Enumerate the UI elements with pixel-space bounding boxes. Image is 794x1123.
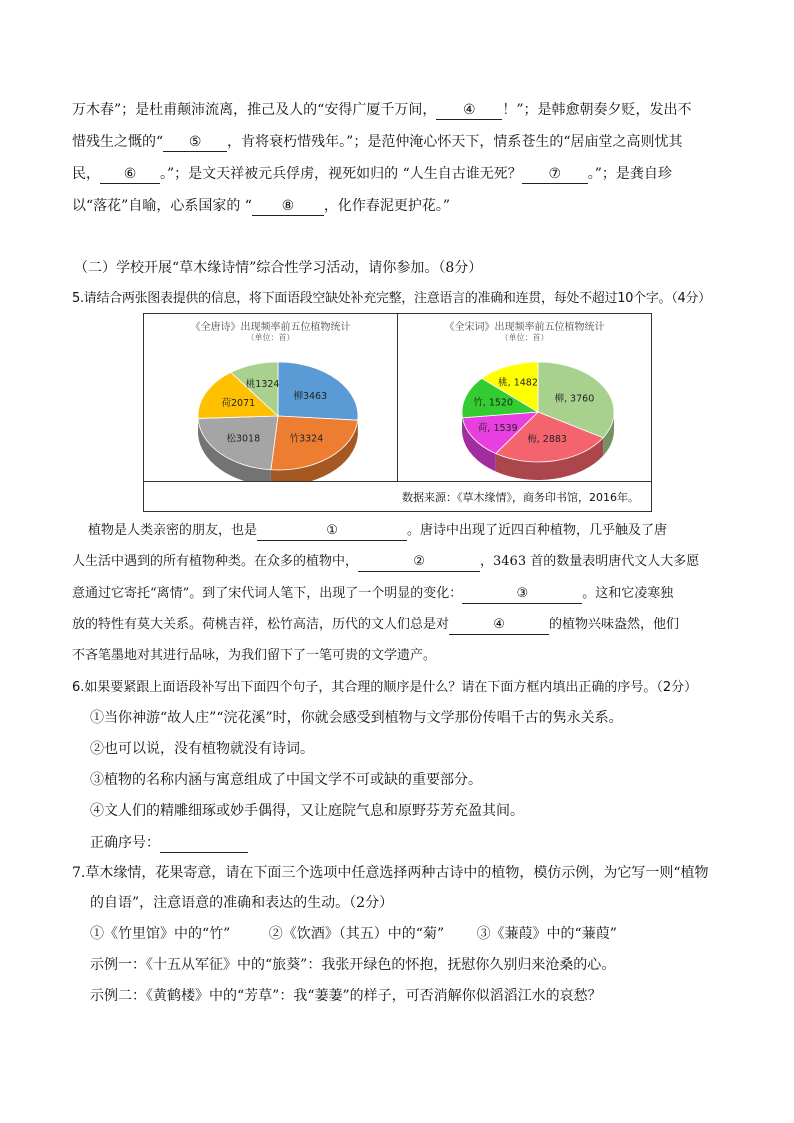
blank-number: ⑦	[548, 166, 562, 182]
blank-2[interactable]	[358, 553, 480, 572]
sentence-2: ②也可以说，没有植物就没有诗词。	[90, 741, 314, 757]
text: 以“落花”自喻，心系国家的 “	[72, 198, 252, 214]
sentence-4: ④文人们的精雕细琢或妙手偶得，又让庭院气息和原野芬芳充盈其间。	[90, 803, 524, 819]
option-3: ③《蒹葭》中的“蒹葭”	[476, 926, 617, 942]
text: 。唐诗中出现了近四百种植物，几乎触及了唐	[407, 523, 668, 538]
pie-label: 桃, 1482	[498, 377, 538, 389]
blank-number: ②	[413, 554, 425, 569]
text: 。”；是文天祥被元兵俘虏，视死如归的 “人生自古谁无死？	[160, 166, 522, 182]
pie-label: 竹, 1520	[473, 397, 514, 409]
text: 意通过它寄托“离情”。到了宋代词人笔下，出现了一个明显的变化：	[72, 586, 463, 601]
q5-line-5: 不吝笔墨地对其进行品咏，为我们留下了一笔可贵的文学遗产。	[72, 648, 437, 663]
option-2: ②《饮酒》（其五）中的“菊”	[268, 926, 445, 942]
chart-panel-tang	[144, 314, 397, 481]
blank-4[interactable]	[449, 616, 549, 635]
blank-number: ⑧	[281, 198, 295, 214]
blank-7[interactable]	[522, 165, 588, 184]
pie-label: 柳, 3760	[554, 393, 595, 405]
question-7-prompt-line-2: 的自语”，注意语意的准确和表达的生动。（2分）	[90, 895, 394, 911]
text: ，肯将衰朽惜残年。”；是范仲淹心怀天下，情系苍生的“居庙堂之高则忧其	[227, 134, 683, 150]
q5-line-3	[72, 584, 673, 604]
chart-panel-song	[398, 314, 651, 481]
answer-label: 正确序号：	[90, 835, 160, 851]
blank-number: ④	[463, 102, 476, 118]
poem-line-3	[72, 164, 672, 184]
text: 惜残生之慨的“	[72, 134, 164, 150]
chart-title: 《全宋词》出现频率前五位植物统计	[444, 322, 605, 333]
question-7-prompt-line-1: 7.草木缘情，花果寄意，请在下面三个选项中任意选择两种古诗中的植物，模仿示例，为它写一则“植物	[72, 865, 709, 881]
chart-unit: （单位：首）	[500, 333, 549, 342]
pie-label: 柳3463	[293, 390, 328, 402]
text: 。这和它凌寒独	[582, 586, 674, 601]
q5-line-2	[72, 552, 699, 572]
text: 植物是人类亲密的朋友，也是	[88, 523, 258, 538]
pie-label: 荷2071	[221, 398, 256, 410]
blank-number: ④	[493, 617, 505, 632]
blank-1[interactable]	[257, 522, 407, 541]
poem-line-4	[72, 196, 450, 216]
text: 的植物兴味盎然，他们	[549, 617, 680, 632]
poem-line-1	[72, 100, 692, 120]
pie-label: 桃1324	[245, 379, 280, 391]
question-5-prompt: 5.请结合两张图表提供的信息，将下面语段空缺处补充完整，注意语言的准确和连贯，每处不超过10个字。（4分）	[72, 291, 711, 306]
pie-label: 梅, 2883	[527, 433, 567, 445]
text: ，化作春泥更护花。”	[323, 198, 451, 214]
example-2: 示例二：《黄鹤楼》中的“芳草”：我“萋萋”的样子，可否消解你似滔滔江水的哀愁？	[90, 988, 602, 1004]
option-1: ①《竹里馆》中的“竹”	[90, 926, 231, 942]
blank-number: ①	[326, 523, 338, 538]
blank-number: ③	[516, 586, 529, 601]
pie-label: 竹3324	[289, 433, 324, 445]
blank-8[interactable]	[252, 197, 324, 216]
answer-input[interactable]	[160, 834, 248, 853]
sentence-1: ①当你神游“故人庄”“浣花溪”时，你就会感受到植物与文学那份传唱千古的隽永关系。	[90, 710, 623, 726]
chart-unit: （单位：首）	[246, 333, 295, 342]
pie-label: 荷, 1539	[477, 423, 518, 435]
answer-row	[90, 833, 248, 853]
blank-number: ⑤	[188, 134, 202, 150]
text: 放的特性有莫大关系。荷桃吉祥，松竹高洁，历代的文人们总是对	[72, 617, 450, 632]
text: 人生活中遇到的所有植物种类。在众多的植物中，	[72, 554, 359, 569]
blank-3[interactable]	[462, 585, 582, 604]
divider	[144, 481, 651, 482]
example-1: 示例一：《十五从军征》中的“旅葵”：我张开绿色的怀抱，抚慰你久别归来沧桑的心。	[90, 957, 616, 973]
chart-figure	[143, 313, 652, 512]
text: 万木春”；是杜甫颠沛流离，推己及人的“安得广厦千万间，	[72, 102, 437, 118]
blank-number: ⑥	[123, 166, 137, 182]
pie-label: 松3018	[226, 433, 261, 445]
blank-4[interactable]	[436, 101, 502, 120]
blank-6[interactable]	[100, 165, 160, 184]
section-2-heading: （二）学校开展“草木缘诗情”综合性学习活动，请你参加。（8分）	[74, 260, 483, 276]
text: 民，	[72, 166, 100, 182]
data-source: 数据来源：《草木缘情》，商务印书馆，2016年。	[402, 491, 639, 504]
text: ！”；是韩愈朝奏夕贬，发出不	[502, 102, 692, 118]
text: ，3463 首的数量表明唐代文人大多愿	[480, 554, 700, 569]
q5-line-4	[72, 615, 679, 635]
options-row	[90, 924, 617, 944]
q5-line-1	[88, 521, 667, 541]
sentence-3: ③植物的名称内涵与寓意组成了中国文学不可或缺的重要部分。	[90, 772, 482, 788]
poem-line-2	[72, 132, 682, 152]
blank-5[interactable]	[163, 133, 227, 152]
text: 。”；是龚自珍	[587, 166, 672, 182]
question-6-prompt: 6.如果要紧跟上面语段补写出下面四个句子，其合理的顺序是什么？请在下面方框内填出正确的序号。（2分）	[72, 680, 698, 695]
chart-title: 《全唐诗》出现频率前五位植物统计	[190, 322, 351, 333]
